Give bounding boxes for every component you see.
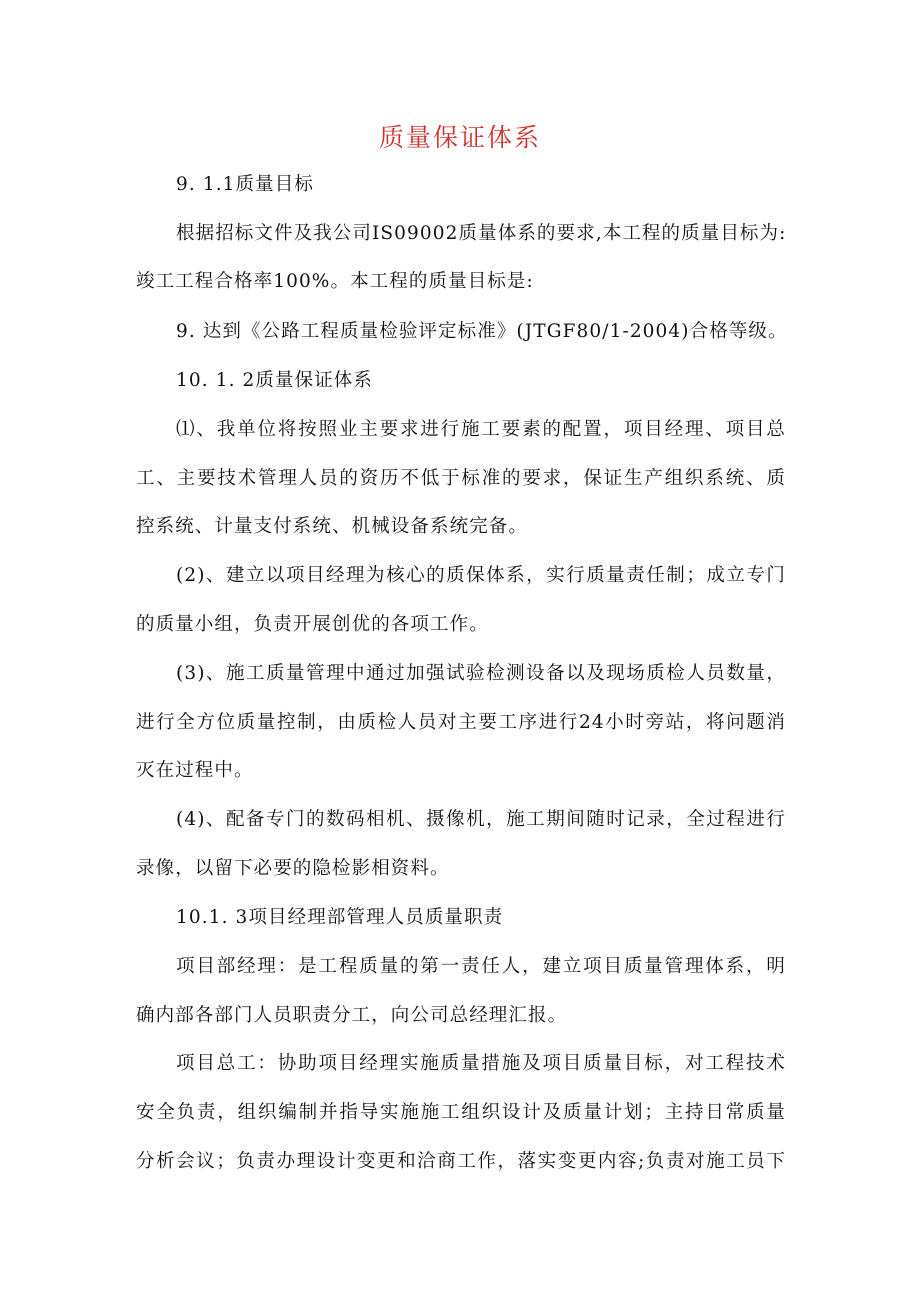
paragraph-line: 进行全方位质量控制，由质检人员对主要工序进行24小时旁站，将问题消 <box>136 712 786 733</box>
paragraph-line: 项目总工：协助项目经理实施质量措施及项目质量目标，对工程技术 <box>176 1053 786 1074</box>
section-heading-staff-duties: 10.1. 3项目经理部管理人员质量职责 <box>176 907 504 928</box>
paragraph-line: 灭在过程中。 <box>136 760 254 781</box>
paragraph-line: 竣工工程合格率100%。本工程的质量目标是: <box>136 271 534 292</box>
section-heading-quality-target: 9. 1.1质量目标 <box>176 174 314 195</box>
paragraph-line: ⑴、我单位将按照业主要求进行施工要素的配置，项目经理、项目总 <box>176 419 786 440</box>
paragraph-line: 控系统、计量支付系统、机械设备系统完备。 <box>136 516 529 537</box>
paragraph-line: 项目部经理：是工程质量的第一责任人，建立项目质量管理体系，明 <box>176 956 786 977</box>
paragraph-line: (2)、建立以项目经理为核心的质保体系，实行质量责任制；成立专门 <box>176 565 786 586</box>
document-title: 质量保证体系 <box>378 123 541 152</box>
paragraph-line: 9. 达到《公路工程质量检验评定标准》(JTGF80/1-2004)合格等级。 <box>176 321 788 342</box>
paragraph-line: 根据招标文件及我公司IS09002质量体系的要求,本工程的质量目标为: <box>176 223 787 244</box>
paragraph-line: 的质量小组，负责开展创优的各项工作。 <box>136 614 489 635</box>
paragraph-line: 确内部各部门人员职责分工，向公司总经理汇报。 <box>136 1005 568 1026</box>
paragraph-line: (4)、配备专门的数码相机、摄像机，施工期间随时记录，全过程进行 <box>176 809 786 830</box>
paragraph-line: (3)、施工质量管理中通过加强试验检测设备以及现场质检人员数量， <box>176 663 786 684</box>
paragraph-line: 分析会议；负责办理设计变更和洽商工作，落实变更内容;负责对施工员下 <box>136 1151 786 1172</box>
paragraph-line: 录像，以留下必要的隐检影相资料。 <box>136 858 450 879</box>
paragraph-line: 工、主要技术管理人员的资历不低于标准的要求，保证生产组织系统、质 <box>136 468 786 489</box>
paragraph-line: 安全负责，组织编制并指导实施施工组织设计及质量计划；主持日常质量 <box>136 1102 786 1123</box>
section-heading-quality-system: 10. 1. 2质量保证体系 <box>176 370 374 391</box>
